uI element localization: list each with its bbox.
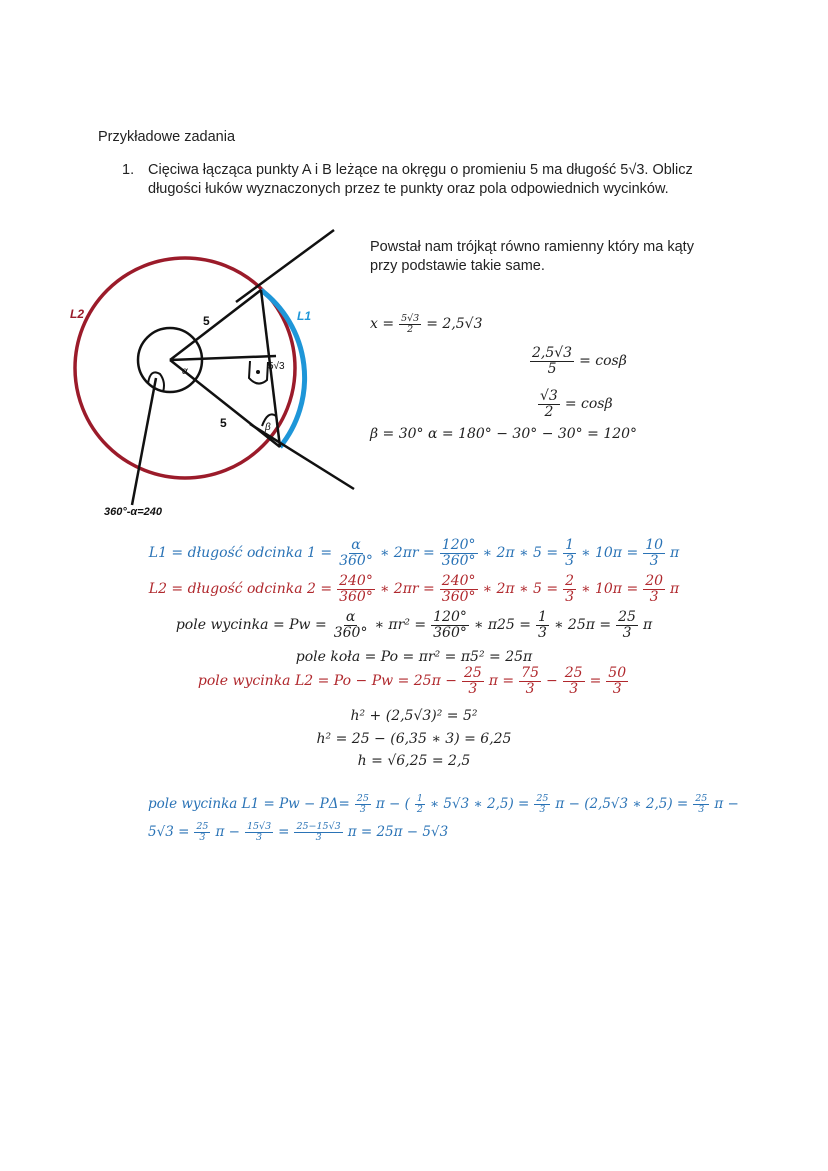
pwl1-frac1-num: 25 (356, 793, 369, 804)
label-angle-240: 360°-α=240 (104, 506, 163, 518)
l2-t2: ∗ 2π ∗ 5 = (482, 581, 559, 598)
pwl1-frac1 (355, 794, 371, 815)
pwl2-t3: = (589, 673, 602, 690)
l2-t3: ∗ 10π = (581, 581, 639, 598)
extension-bottom (250, 424, 354, 489)
equation-cos-2 (536, 389, 613, 419)
pwl2-frac2-num: 75 (521, 665, 539, 681)
l1-lhs: L1 = długość odcinka 1 = (148, 545, 333, 562)
equation-h2: h² = 25 − (6,35 ∗ 3) = 6,25 (316, 731, 512, 747)
pw-t1: ∗ πr² = (374, 617, 427, 634)
eq-cos2-fraction (538, 389, 560, 419)
pwl2-t2: − (546, 673, 558, 690)
geometry-figure (60, 220, 370, 525)
l2-frac3-den: 3 (565, 588, 575, 605)
pwl1-a: pole wycinka L1 = Pw − PΔ= (148, 796, 350, 813)
equation-pw-l1-line2 (148, 822, 448, 843)
pwl1-frac7-den: 3 (315, 831, 322, 843)
pw-frac3-num: 1 (538, 609, 547, 625)
height-line (170, 356, 276, 360)
pwl1-frac4-num: 25 (695, 793, 708, 804)
pwl2-lhs: pole wycinka L2 = Po − Pw = 25π − (197, 673, 457, 690)
l1-frac3 (563, 538, 576, 568)
equation-l2 (0, 574, 828, 604)
l1-t1: ∗ 2πr = (379, 545, 435, 562)
pwl1-i: = (278, 824, 290, 841)
label-l1: L1 (297, 309, 312, 323)
pwl1-frac3 (534, 794, 550, 815)
pwl2-frac3-den: 3 (569, 680, 579, 697)
label-alpha: α (182, 366, 188, 377)
l2-frac4-num: 20 (645, 573, 664, 589)
pwl1-frac6-num: 15√3 (246, 821, 272, 832)
eq-cos2-rhs: = cosβ (564, 396, 613, 413)
eq-cos1-fraction (530, 346, 574, 376)
l2-t4: π (670, 581, 680, 598)
pwl2-t1: π = (488, 673, 515, 690)
eq-cos1-rhs: = cosβ (579, 353, 627, 370)
l2-frac1-den: 360° (339, 588, 373, 605)
pwl1-j: π = 25π − 5√3 (347, 824, 449, 841)
pwl1-frac2-num: 1 (416, 793, 423, 804)
l1-frac3-num: 1 (565, 537, 575, 553)
l1-frac1-num: α (351, 537, 361, 553)
pw-frac2-den: 360° (433, 624, 467, 641)
pwl1-h: π − (215, 824, 240, 841)
pw-lhs: pole wycinka = Pw = (175, 617, 327, 634)
l2-frac1 (337, 574, 375, 604)
pwl1-c: ∗ 5√3 ∗ 2,5) = (429, 796, 530, 813)
pwl1-frac3-den: 3 (539, 803, 546, 815)
eq-cos1-num: 2,5√3 (532, 345, 573, 361)
l1-frac1 (337, 538, 375, 568)
pwl1-frac2 (415, 794, 425, 815)
equation-pw (0, 610, 828, 640)
pwl1-frac5 (194, 822, 210, 843)
pw-frac1-den: 360° (333, 624, 368, 641)
equation-h1: h² + (2,5√3)² = 5² (350, 708, 478, 724)
pwl2-frac1-num: 25 (463, 665, 482, 681)
pw-frac4-num: 25 (618, 609, 636, 625)
pw-t3: ∗ 25π = (553, 617, 612, 634)
l2-frac4 (643, 574, 665, 604)
label-radius-bottom: 5 (220, 416, 227, 430)
l1-t2: ∗ 2π ∗ 5 = (482, 545, 559, 562)
l2-frac3-num: 2 (565, 573, 575, 589)
l1-frac4-num: 10 (645, 537, 664, 553)
pwl2-frac1 (462, 666, 484, 696)
pwl1-b: π − ( (375, 796, 410, 813)
pwl1-frac3-num: 25 (536, 793, 549, 804)
pwl2-frac4-num: 50 (608, 665, 627, 681)
pwl1-frac7-num: 25−15√3 (296, 821, 341, 832)
equation-l1 (0, 538, 828, 568)
pwl1-d: π − (2,5√3 ∗ 2,5) = (555, 796, 689, 813)
equation-pw-l1-line1 (148, 794, 739, 815)
l1-frac3-den: 3 (565, 552, 575, 569)
l1-frac4-den: 3 (649, 552, 659, 569)
pw-frac2 (431, 610, 469, 640)
pwl1-frac1-den: 3 (359, 803, 366, 815)
equation-pw-l2 (0, 666, 828, 696)
pwl2-frac4-den: 3 (612, 680, 622, 697)
l2-frac3 (563, 574, 576, 604)
pw-t4: π (642, 617, 653, 634)
equation-po: pole koła = Po = πr² = π5² = 25π (295, 649, 533, 665)
extension-top (236, 230, 334, 302)
equation-x (370, 314, 483, 335)
l2-frac2-num: 240° (441, 573, 476, 589)
eq-cos1-den: 5 (547, 360, 557, 377)
l1-frac2 (440, 538, 478, 568)
label-chord: 5√3 (268, 361, 285, 372)
pw-frac3 (536, 610, 549, 640)
pwl2-frac4 (606, 666, 628, 696)
label-l2: L2 (70, 307, 85, 321)
eq-x-rhs: = 2,5√3 (426, 316, 483, 333)
equation-h3: h = √6,25 = 2,5 (357, 753, 471, 769)
pwl1-g: 5√3 = (148, 824, 190, 841)
l2-frac2-den: 360° (441, 588, 476, 605)
pwl1-frac6-den: 3 (256, 831, 263, 843)
pwl1-frac5-den: 3 (199, 831, 206, 843)
right-angle-dot (256, 370, 260, 374)
pwl1-frac7 (294, 822, 342, 843)
note-line2: przy podstawie takie same. (370, 258, 545, 274)
eq-x-den: 2 (407, 323, 414, 335)
l2-frac4-den: 3 (649, 588, 659, 605)
pwl1-frac6 (245, 822, 273, 843)
pwl2-frac2-den: 3 (525, 680, 535, 697)
l1-frac1-den: 360° (339, 552, 373, 569)
pwl2-frac3 (563, 666, 585, 696)
pw-frac4 (616, 610, 638, 640)
pw-t2: ∗ π25 = (473, 617, 532, 634)
equation-angles: β = 30° α = 180° − 30° − 30° = 120° (370, 426, 638, 442)
l2-lhs: L2 = długość odcinka 2 = (148, 581, 333, 598)
l1-t4: π (670, 545, 680, 562)
pwl1-frac4-den: 3 (698, 803, 705, 815)
pw-frac1-num: α (345, 609, 356, 625)
label-radius-top: 5 (203, 314, 210, 328)
pw-frac1 (332, 610, 370, 640)
pw-frac4-den: 3 (622, 624, 632, 641)
eq-x-num: 5√3 (401, 313, 420, 324)
l1-frac4 (643, 538, 665, 568)
eq-cos2-den: 2 (544, 403, 554, 420)
section-heading: Przykładowe zadania (98, 129, 236, 145)
l1-t3: ∗ 10π = (581, 545, 639, 562)
equation-cos-1 (528, 346, 627, 376)
pwl1-e: π − (714, 796, 739, 813)
pwl1-frac5-num: 25 (196, 821, 209, 832)
angle-pointer (132, 378, 156, 505)
l1-frac2-num: 120° (441, 537, 476, 553)
label-beta: β (265, 422, 271, 433)
eq-x-lhs: x = (370, 316, 395, 333)
pwl1-frac4 (693, 794, 709, 815)
pwl1-frac2-den: 2 (416, 803, 423, 815)
pw-frac3-den: 3 (538, 624, 547, 641)
pw-frac2-num: 120° (433, 609, 467, 625)
l2-t1: ∗ 2πr = (379, 581, 435, 598)
l2-frac1-num: 240° (339, 573, 373, 589)
eq-x-fraction (399, 314, 421, 335)
pwl2-frac3-num: 25 (564, 665, 583, 681)
task-text-line2: długości łuków wyznaczonych przez te punkty oraz pola odpowiednich wycinków. (148, 181, 669, 197)
pwl2-frac2 (519, 666, 541, 696)
task-number: 1. (122, 162, 135, 178)
l1-frac2-den: 360° (441, 552, 476, 569)
eq-cos2-num: √3 (540, 388, 558, 404)
l2-frac2 (440, 574, 478, 604)
note-line1: Powstał nam trójkąt równo ramienny który ma kąty (370, 239, 694, 255)
task-text-line1: Cięciwa łącząca punkty A i B leżące na okręgu o promieniu 5 ma długość 5√3. Oblicz (148, 162, 693, 178)
radius-top (170, 290, 261, 360)
pwl2-frac1-den: 3 (468, 680, 478, 697)
